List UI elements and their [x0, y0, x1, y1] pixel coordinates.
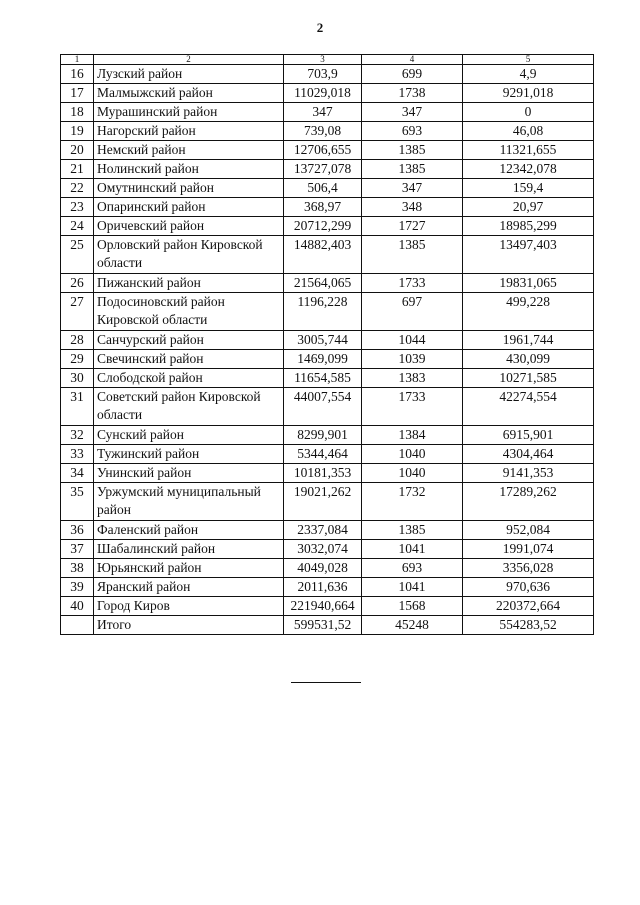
district-name-cell: Орловский район Кировской области	[94, 236, 284, 274]
table-row	[61, 369, 594, 388]
table-row	[61, 350, 594, 369]
column-3-value-cell: 1469,099	[284, 350, 362, 369]
district-name-cell: Унинский район	[94, 464, 284, 483]
table-row	[61, 141, 594, 160]
column-5-value-cell: 554283,52	[463, 616, 594, 635]
column-3-value-cell: 4049,028	[284, 559, 362, 578]
column-4-value-cell: 347	[362, 103, 463, 122]
table-row	[61, 122, 594, 141]
column-5-value-cell: 952,084	[463, 521, 594, 540]
table-row	[61, 65, 594, 84]
column-3-value-cell: 11654,585	[284, 369, 362, 388]
column-3-value-cell: 1196,228	[284, 293, 362, 331]
row-number-cell: 23	[61, 198, 94, 217]
column-5-value-cell: 13497,403	[463, 236, 594, 274]
column-3-value-cell: 2011,636	[284, 578, 362, 597]
column-5-value-cell: 4304,464	[463, 445, 594, 464]
row-number-cell: 19	[61, 122, 94, 141]
column-5-value-cell: 12342,078	[463, 160, 594, 179]
row-number-cell: 29	[61, 350, 94, 369]
column-4-value-cell: 1733	[362, 388, 463, 426]
district-name-cell: Тужинский район	[94, 445, 284, 464]
district-name-cell: Подосиновский район Кировской области	[94, 293, 284, 331]
column-3-value-cell: 14882,403	[284, 236, 362, 274]
district-name-cell: Яранский район	[94, 578, 284, 597]
district-name-cell: Юрьянский район	[94, 559, 284, 578]
district-name-cell: Оричевский район	[94, 217, 284, 236]
row-number-cell: 39	[61, 578, 94, 597]
column-3-value-cell: 739,08	[284, 122, 362, 141]
column-5-value-cell: 9291,018	[463, 84, 594, 103]
column-4-value-cell: 693	[362, 122, 463, 141]
column-4-value-cell: 1568	[362, 597, 463, 616]
column-4-value-cell: 1039	[362, 350, 463, 369]
table-row	[61, 217, 594, 236]
end-of-document-rule	[291, 682, 361, 683]
row-number-cell: 37	[61, 540, 94, 559]
row-number-cell: 28	[61, 331, 94, 350]
table-row	[61, 331, 594, 350]
row-number-cell: 24	[61, 217, 94, 236]
district-name-cell: Шабалинский район	[94, 540, 284, 559]
district-name-cell: Лузский район	[94, 65, 284, 84]
column-number-header-row	[61, 55, 594, 65]
row-number-cell: 40	[61, 597, 94, 616]
column-3-value-cell: 44007,554	[284, 388, 362, 426]
column-4-value-cell: 1383	[362, 369, 463, 388]
district-name-cell: Мурашинский район	[94, 103, 284, 122]
row-number-cell	[61, 616, 94, 635]
column-3-value-cell: 13727,078	[284, 160, 362, 179]
table-row	[61, 388, 594, 426]
district-name-cell: Санчурский район	[94, 331, 284, 350]
column-4-value-cell: 1727	[362, 217, 463, 236]
column-4-value-cell: 1041	[362, 540, 463, 559]
total-row	[61, 616, 594, 635]
column-3-value-cell: 8299,901	[284, 426, 362, 445]
district-name-cell: Фаленский район	[94, 521, 284, 540]
column-3-value-cell: 3032,074	[284, 540, 362, 559]
column-5-value-cell: 1961,744	[463, 331, 594, 350]
row-number-cell: 22	[61, 179, 94, 198]
column-3-value-cell: 2337,084	[284, 521, 362, 540]
column-4-value-cell: 347	[362, 179, 463, 198]
column-3-value-cell: 703,9	[284, 65, 362, 84]
row-number-cell: 27	[61, 293, 94, 331]
row-number-cell: 17	[61, 84, 94, 103]
column-4-value-cell: 697	[362, 293, 463, 331]
table-row	[61, 179, 594, 198]
district-name-cell: Немский район	[94, 141, 284, 160]
table-row	[61, 597, 594, 616]
table-row	[61, 274, 594, 293]
row-number-cell: 32	[61, 426, 94, 445]
table-row	[61, 103, 594, 122]
row-number-cell: 30	[61, 369, 94, 388]
column-5-value-cell: 17289,262	[463, 483, 594, 521]
column-3-value-cell: 368,97	[284, 198, 362, 217]
column-5-value-cell: 20,97	[463, 198, 594, 217]
column-header: 4	[362, 55, 463, 65]
column-5-value-cell: 1991,074	[463, 540, 594, 559]
column-4-value-cell: 1040	[362, 464, 463, 483]
table-row	[61, 483, 594, 521]
column-5-value-cell: 970,636	[463, 578, 594, 597]
column-4-value-cell: 699	[362, 65, 463, 84]
column-3-value-cell: 19021,262	[284, 483, 362, 521]
column-3-value-cell: 599531,52	[284, 616, 362, 635]
column-5-value-cell: 220372,664	[463, 597, 594, 616]
column-5-value-cell: 0	[463, 103, 594, 122]
district-name-cell: Город Киров	[94, 597, 284, 616]
row-number-cell: 16	[61, 65, 94, 84]
row-number-cell: 35	[61, 483, 94, 521]
column-4-value-cell: 1385	[362, 141, 463, 160]
column-3-value-cell: 506,4	[284, 179, 362, 198]
district-name-cell: Нагорский район	[94, 122, 284, 141]
column-3-value-cell: 5344,464	[284, 445, 362, 464]
column-4-value-cell: 1385	[362, 160, 463, 179]
column-4-value-cell: 1041	[362, 578, 463, 597]
column-3-value-cell: 221940,664	[284, 597, 362, 616]
column-5-value-cell: 9141,353	[463, 464, 594, 483]
table-row	[61, 540, 594, 559]
table-row	[61, 236, 594, 274]
table-row	[61, 160, 594, 179]
table-row	[61, 521, 594, 540]
row-number-cell: 26	[61, 274, 94, 293]
data-table	[60, 54, 594, 635]
district-name-cell: Нолинский район	[94, 160, 284, 179]
column-3-value-cell: 12706,655	[284, 141, 362, 160]
column-3-value-cell: 20712,299	[284, 217, 362, 236]
column-4-value-cell: 348	[362, 198, 463, 217]
column-4-value-cell: 1732	[362, 483, 463, 521]
page-number: 2	[316, 20, 324, 35]
table-row	[61, 464, 594, 483]
table-row	[61, 559, 594, 578]
column-3-value-cell: 11029,018	[284, 84, 362, 103]
column-5-value-cell: 42274,554	[463, 388, 594, 426]
district-name-cell: Сунский район	[94, 426, 284, 445]
column-5-value-cell: 19831,065	[463, 274, 594, 293]
district-name-cell: Уржумский муниципальный район	[94, 483, 284, 521]
column-4-value-cell: 1738	[362, 84, 463, 103]
column-4-value-cell: 1385	[362, 236, 463, 274]
column-4-value-cell: 1044	[362, 331, 463, 350]
column-3-value-cell: 3005,744	[284, 331, 362, 350]
column-5-value-cell: 3356,028	[463, 559, 594, 578]
district-name-cell: Советский район Кировской области	[94, 388, 284, 426]
row-number-cell: 38	[61, 559, 94, 578]
column-4-value-cell: 1040	[362, 445, 463, 464]
row-number-cell: 25	[61, 236, 94, 274]
district-name-cell: Итого	[94, 616, 284, 635]
column-3-value-cell: 21564,065	[284, 274, 362, 293]
table-row	[61, 445, 594, 464]
column-5-value-cell: 6915,901	[463, 426, 594, 445]
district-name-cell: Пижанский район	[94, 274, 284, 293]
column-4-value-cell: 45248	[362, 616, 463, 635]
district-name-cell: Опаринский район	[94, 198, 284, 217]
table-row	[61, 426, 594, 445]
column-header: 5	[463, 55, 594, 65]
table-row	[61, 84, 594, 103]
row-number-cell: 34	[61, 464, 94, 483]
row-number-cell: 36	[61, 521, 94, 540]
column-3-value-cell: 10181,353	[284, 464, 362, 483]
column-5-value-cell: 4,9	[463, 65, 594, 84]
column-5-value-cell: 159,4	[463, 179, 594, 198]
column-header: 2	[94, 55, 284, 65]
column-4-value-cell: 693	[362, 559, 463, 578]
column-3-value-cell: 347	[284, 103, 362, 122]
column-5-value-cell: 430,099	[463, 350, 594, 369]
row-number-cell: 18	[61, 103, 94, 122]
column-4-value-cell: 1385	[362, 521, 463, 540]
row-number-cell: 31	[61, 388, 94, 426]
column-5-value-cell: 18985,299	[463, 217, 594, 236]
table-row	[61, 198, 594, 217]
column-5-value-cell: 46,08	[463, 122, 594, 141]
column-5-value-cell: 10271,585	[463, 369, 594, 388]
table-row	[61, 578, 594, 597]
row-number-cell: 33	[61, 445, 94, 464]
column-4-value-cell: 1733	[362, 274, 463, 293]
column-header: 1	[61, 55, 94, 65]
column-header: 3	[284, 55, 362, 65]
district-name-cell: Слободской район	[94, 369, 284, 388]
column-4-value-cell: 1384	[362, 426, 463, 445]
table-row	[61, 293, 594, 331]
row-number-cell: 20	[61, 141, 94, 160]
column-5-value-cell: 11321,655	[463, 141, 594, 160]
district-name-cell: Малмыжский район	[94, 84, 284, 103]
column-5-value-cell: 499,228	[463, 293, 594, 331]
row-number-cell: 21	[61, 160, 94, 179]
district-name-cell: Свечинский район	[94, 350, 284, 369]
district-name-cell: Омутнинский район	[94, 179, 284, 198]
